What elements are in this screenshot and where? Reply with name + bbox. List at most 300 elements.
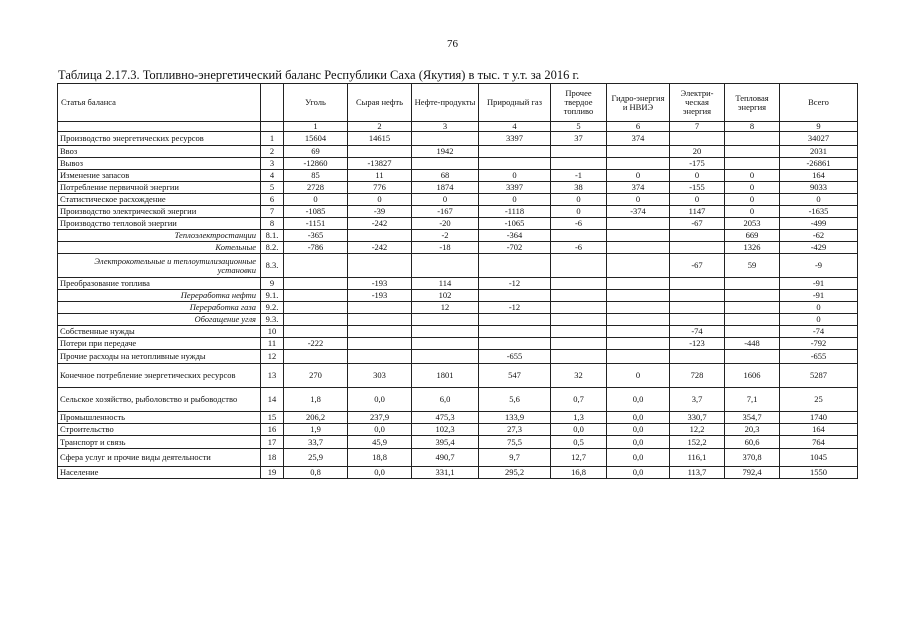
table-cell: 0 [479, 170, 551, 182]
table-cell [607, 350, 670, 364]
table-cell: -1635 [780, 206, 858, 218]
table-cell [551, 302, 607, 314]
table-cell: -91 [780, 290, 858, 302]
row-label: Сельское хозяйство, рыболовство и рыбоводство [58, 388, 261, 412]
row-code: 17 [261, 436, 284, 449]
row-label: Производство тепловой энергии [58, 218, 261, 230]
table-cell [551, 350, 607, 364]
table-cell: -74 [780, 326, 858, 338]
row-code: 15 [261, 412, 284, 424]
table-cell: 0,0 [348, 424, 412, 436]
table-cell [284, 326, 348, 338]
table-cell: 206,2 [284, 412, 348, 424]
row-label: Строительство [58, 424, 261, 436]
table-cell: 728 [670, 364, 725, 388]
table-cell: -12860 [284, 158, 348, 170]
table-cell: -9 [780, 254, 858, 278]
table-cell [551, 338, 607, 350]
table-cell: 1,8 [284, 388, 348, 412]
table-cell: 7,1 [725, 388, 780, 412]
table-cell [725, 278, 780, 290]
table-cell: 669 [725, 230, 780, 242]
table-cell: -12 [479, 302, 551, 314]
table-cell: 0 [725, 170, 780, 182]
table-cell [412, 338, 479, 350]
table-cell: -175 [670, 158, 725, 170]
table-cell: 0 [607, 194, 670, 206]
table-cell [725, 314, 780, 326]
header-coal: Уголь [284, 84, 348, 122]
row-code: 9.3. [261, 314, 284, 326]
table-cell: 16,8 [551, 467, 607, 479]
row-label: Котельные [58, 242, 261, 254]
table-cell: 237,9 [348, 412, 412, 424]
row-label: Потребление первичной энергии [58, 182, 261, 194]
row-code: 8.3. [261, 254, 284, 278]
table-row [58, 436, 858, 449]
table-cell: -655 [479, 350, 551, 364]
table-cell: 14615 [348, 132, 412, 146]
table-cell: 37 [551, 132, 607, 146]
table-cell: 1147 [670, 206, 725, 218]
row-code: 9.1. [261, 290, 284, 302]
table-cell [479, 338, 551, 350]
row-label: Переработка нефти [58, 290, 261, 302]
column-number-row [58, 122, 858, 132]
table-cell: 395,4 [412, 436, 479, 449]
table-cell: 295,2 [479, 467, 551, 479]
table-cell [412, 350, 479, 364]
table-cell: 270 [284, 364, 348, 388]
table-cell: 0,5 [551, 436, 607, 449]
table-cell: 0 [551, 206, 607, 218]
table-cell: 102,3 [412, 424, 479, 436]
table-cell: -67 [670, 218, 725, 230]
row-label: Производство электрической энергии [58, 206, 261, 218]
row-code: 9.2. [261, 302, 284, 314]
table-cell: 20,3 [725, 424, 780, 436]
row-label: Конечное потребление энергетических ресурсов [58, 364, 261, 388]
table-row [58, 242, 858, 254]
row-label: Теплоэлектростанции [58, 230, 261, 242]
row-code: 3 [261, 158, 284, 170]
table-cell: 0 [607, 170, 670, 182]
table-row [58, 278, 858, 290]
table-cell: 25 [780, 388, 858, 412]
table-cell [725, 350, 780, 364]
table-cell: 15604 [284, 132, 348, 146]
table-cell: -792 [780, 338, 858, 350]
header-balance-item: Статья баланса [58, 84, 261, 122]
table-cell: 12 [412, 302, 479, 314]
table-cell: 3,7 [670, 388, 725, 412]
table-cell: 490,7 [412, 449, 479, 467]
row-code: 8.1. [261, 230, 284, 242]
row-label: Ввоз [58, 146, 261, 158]
table-cell [479, 326, 551, 338]
row-code: 4 [261, 170, 284, 182]
table-cell: -193 [348, 278, 412, 290]
table-cell: -429 [780, 242, 858, 254]
table-cell [725, 158, 780, 170]
table-cell: 0 [780, 302, 858, 314]
table-cell [607, 218, 670, 230]
header-code [261, 84, 284, 122]
table-cell: 34027 [780, 132, 858, 146]
header-oil-products: Нефте-продукты [412, 84, 479, 122]
table-cell: 69 [284, 146, 348, 158]
table-cell: 354,7 [725, 412, 780, 424]
table-cell: 0 [479, 194, 551, 206]
table-cell: 370,8 [725, 449, 780, 467]
table-cell [670, 350, 725, 364]
table-cell [670, 290, 725, 302]
table-cell [670, 132, 725, 146]
table-cell [348, 338, 412, 350]
table-cell: -242 [348, 218, 412, 230]
energy-balance-table [57, 83, 858, 479]
table-cell: -1 [551, 170, 607, 182]
table-cell: 12,7 [551, 449, 607, 467]
table-cell [725, 302, 780, 314]
table-cell: 0 [284, 194, 348, 206]
page-number: 76 [447, 38, 458, 50]
table-cell [607, 146, 670, 158]
table-cell: -364 [479, 230, 551, 242]
row-label: Население [58, 467, 261, 479]
table-cell: -786 [284, 242, 348, 254]
table-cell: 0,0 [348, 388, 412, 412]
table-cell: 5287 [780, 364, 858, 388]
table-cell: 0 [780, 314, 858, 326]
table-row [58, 230, 858, 242]
table-cell: -2 [412, 230, 479, 242]
table-cell [348, 302, 412, 314]
table-cell: 6,0 [412, 388, 479, 412]
table-body [58, 132, 858, 479]
table-cell: 2728 [284, 182, 348, 194]
header-hydro-renewables: Гидро-энергия и НВИЭ [607, 84, 670, 122]
table-cell: 32 [551, 364, 607, 388]
table-cell: -6 [551, 242, 607, 254]
table-cell: 0,0 [607, 388, 670, 412]
table-cell: 330,7 [670, 412, 725, 424]
table-cell: -1065 [479, 218, 551, 230]
row-code: 13 [261, 364, 284, 388]
table-cell [607, 278, 670, 290]
table-cell: 75,5 [479, 436, 551, 449]
table-cell: 152,2 [670, 436, 725, 449]
table-cell: -18 [412, 242, 479, 254]
header-other-solid-fuel: Прочее твердое топливо [551, 84, 607, 122]
table-cell [607, 326, 670, 338]
table-header [58, 84, 858, 132]
table-cell: 133,9 [479, 412, 551, 424]
row-label: Прочие расходы на нетопливные нужды [58, 350, 261, 364]
table-cell: -167 [412, 206, 479, 218]
table-cell: -702 [479, 242, 551, 254]
table-cell [607, 230, 670, 242]
table-cell: 1,3 [551, 412, 607, 424]
table-cell: 0,0 [607, 424, 670, 436]
table-cell: 0 [725, 206, 780, 218]
table-cell: -13827 [348, 158, 412, 170]
table-cell: 1874 [412, 182, 479, 194]
column-number: 4 [479, 122, 551, 132]
row-code: 18 [261, 449, 284, 467]
table-cell: -26861 [780, 158, 858, 170]
table-cell [607, 290, 670, 302]
table-cell [551, 278, 607, 290]
table-cell: -222 [284, 338, 348, 350]
table-cell: -1085 [284, 206, 348, 218]
column-number: 6 [607, 122, 670, 132]
table-cell [551, 326, 607, 338]
table-row [58, 314, 858, 326]
table-cell [551, 230, 607, 242]
table-cell: -20 [412, 218, 479, 230]
table-cell: -193 [348, 290, 412, 302]
row-code: 1 [261, 132, 284, 146]
table-row [58, 182, 858, 194]
table-cell: 0 [780, 194, 858, 206]
table-cell: 0,0 [348, 467, 412, 479]
table-cell [725, 146, 780, 158]
table-cell: -448 [725, 338, 780, 350]
row-label: Потери при передаче [58, 338, 261, 350]
row-label: Вывоз [58, 158, 261, 170]
table-cell: -242 [348, 242, 412, 254]
row-code: 2 [261, 146, 284, 158]
table-cell: 0,0 [607, 449, 670, 467]
table-cell [479, 158, 551, 170]
table-row [58, 326, 858, 338]
table-cell: -39 [348, 206, 412, 218]
row-code: 19 [261, 467, 284, 479]
table-cell: 374 [607, 132, 670, 146]
table-cell [412, 314, 479, 326]
table-cell: 0 [412, 194, 479, 206]
table-cell: -365 [284, 230, 348, 242]
table-cell [348, 146, 412, 158]
table-row [58, 424, 858, 436]
table-cell: 9,7 [479, 449, 551, 467]
table-cell [725, 326, 780, 338]
table-cell: 1740 [780, 412, 858, 424]
table-cell [348, 314, 412, 326]
table-cell: 59 [725, 254, 780, 278]
table-cell: 776 [348, 182, 412, 194]
table-row [58, 146, 858, 158]
row-label: Обогащение угля [58, 314, 261, 326]
table-cell [670, 302, 725, 314]
column-number: 3 [412, 122, 479, 132]
table-cell [479, 146, 551, 158]
table-cell: 114 [412, 278, 479, 290]
table-cell [670, 278, 725, 290]
column-number: 8 [725, 122, 780, 132]
table-cell: -655 [780, 350, 858, 364]
table-cell: 27,3 [479, 424, 551, 436]
table-cell: 0 [670, 194, 725, 206]
table-cell: -1118 [479, 206, 551, 218]
table-row [58, 170, 858, 182]
header-heat-energy: Тепловая энергия [725, 84, 780, 122]
table-cell: 1045 [780, 449, 858, 467]
table-cell: 164 [780, 170, 858, 182]
table-cell [670, 314, 725, 326]
table-cell [412, 132, 479, 146]
row-code: 14 [261, 388, 284, 412]
table-cell: 764 [780, 436, 858, 449]
table-cell: 374 [607, 182, 670, 194]
table-cell [284, 254, 348, 278]
table-cell [348, 254, 412, 278]
table-cell: 2053 [725, 218, 780, 230]
table-cell: 5,6 [479, 388, 551, 412]
table-cell: -155 [670, 182, 725, 194]
table-cell: 303 [348, 364, 412, 388]
table-cell: 0 [551, 194, 607, 206]
column-number: 9 [780, 122, 858, 132]
table-cell [348, 230, 412, 242]
table-cell: -6 [551, 218, 607, 230]
table-row [58, 194, 858, 206]
table-cell: 475,3 [412, 412, 479, 424]
table-cell: -374 [607, 206, 670, 218]
table-row [58, 364, 858, 388]
table-cell: 1942 [412, 146, 479, 158]
row-label: Переработка газа [58, 302, 261, 314]
table-cell: 0,0 [607, 436, 670, 449]
table-cell: 25,9 [284, 449, 348, 467]
table-cell: -123 [670, 338, 725, 350]
table-cell [725, 290, 780, 302]
table-row [58, 350, 858, 364]
table-cell [284, 290, 348, 302]
table-cell: -12 [479, 278, 551, 290]
table-cell [284, 278, 348, 290]
table-cell [479, 290, 551, 302]
table-cell [607, 242, 670, 254]
row-code: 8.2. [261, 242, 284, 254]
table-cell [412, 254, 479, 278]
table-cell: 116,1 [670, 449, 725, 467]
table-cell: 33,7 [284, 436, 348, 449]
table-cell: 0,8 [284, 467, 348, 479]
table-cell: 0,7 [551, 388, 607, 412]
row-label: Собственные нужды [58, 326, 261, 338]
table-row [58, 158, 858, 170]
table-cell: -1151 [284, 218, 348, 230]
table-cell [479, 254, 551, 278]
table-row [58, 388, 858, 412]
table-cell: 20 [670, 146, 725, 158]
table-cell: -499 [780, 218, 858, 230]
header-natural-gas: Природный газ [479, 84, 551, 122]
table-cell [607, 338, 670, 350]
header-crude-oil: Сырая нефть [348, 84, 412, 122]
table-cell: 38 [551, 182, 607, 194]
table-cell [551, 290, 607, 302]
table-row [58, 218, 858, 230]
table-cell: 0 [348, 194, 412, 206]
row-label: Электрокотельные и теплоутилизационные установки [58, 254, 261, 278]
table-row [58, 132, 858, 146]
table-cell: 0,0 [607, 412, 670, 424]
table-cell: -91 [780, 278, 858, 290]
table-cell: 3397 [479, 182, 551, 194]
table-cell [479, 314, 551, 326]
column-number: 2 [348, 122, 412, 132]
row-label: Производство энергетических ресурсов [58, 132, 261, 146]
row-code: 10 [261, 326, 284, 338]
table-cell: 331,1 [412, 467, 479, 479]
table-cell: -67 [670, 254, 725, 278]
table-row [58, 338, 858, 350]
table-cell: 1,9 [284, 424, 348, 436]
table-cell: -74 [670, 326, 725, 338]
table-cell: 0,0 [551, 424, 607, 436]
table-row [58, 254, 858, 278]
row-code: 7 [261, 206, 284, 218]
table-cell [551, 146, 607, 158]
row-label: Сфера услуг и прочие виды деятельности [58, 449, 261, 467]
row-label: Преобразование топлива [58, 278, 261, 290]
table-cell: 1550 [780, 467, 858, 479]
table-cell [284, 314, 348, 326]
header-electric-energy: Электри-ческая энергия [670, 84, 725, 122]
row-label: Промышленность [58, 412, 261, 424]
row-label: Транспорт и связь [58, 436, 261, 449]
table-cell: 792,4 [725, 467, 780, 479]
row-label: Статистическое расхождение [58, 194, 261, 206]
table-cell: 68 [412, 170, 479, 182]
table-cell: 60,6 [725, 436, 780, 449]
row-code: 12 [261, 350, 284, 364]
table-cell [725, 132, 780, 146]
table-cell: 102 [412, 290, 479, 302]
table-cell: 85 [284, 170, 348, 182]
table-cell [551, 158, 607, 170]
table-cell: 1801 [412, 364, 479, 388]
table-cell [607, 158, 670, 170]
table-cell [607, 302, 670, 314]
table-cell: 2031 [780, 146, 858, 158]
row-code: 9 [261, 278, 284, 290]
table-cell [607, 254, 670, 278]
table-row [58, 302, 858, 314]
table-cell [348, 350, 412, 364]
table-row [58, 412, 858, 424]
table-caption: Таблица 2.17.3. Топливно-энергетический баланс Республики Саха (Якутия) в тыс. т у.т. за 2016 г. [58, 68, 580, 82]
table-cell: 11 [348, 170, 412, 182]
table-cell: 164 [780, 424, 858, 436]
row-code: 5 [261, 182, 284, 194]
row-label: Изменение запасов [58, 170, 261, 182]
table-row [58, 290, 858, 302]
table-cell [284, 350, 348, 364]
table-row [58, 206, 858, 218]
table-cell: 113,7 [670, 467, 725, 479]
table-cell: 45,9 [348, 436, 412, 449]
table-cell: -62 [780, 230, 858, 242]
column-number-blank [261, 122, 284, 132]
column-number: 1 [284, 122, 348, 132]
table-cell [670, 242, 725, 254]
table-cell [412, 158, 479, 170]
table-row [58, 449, 858, 467]
